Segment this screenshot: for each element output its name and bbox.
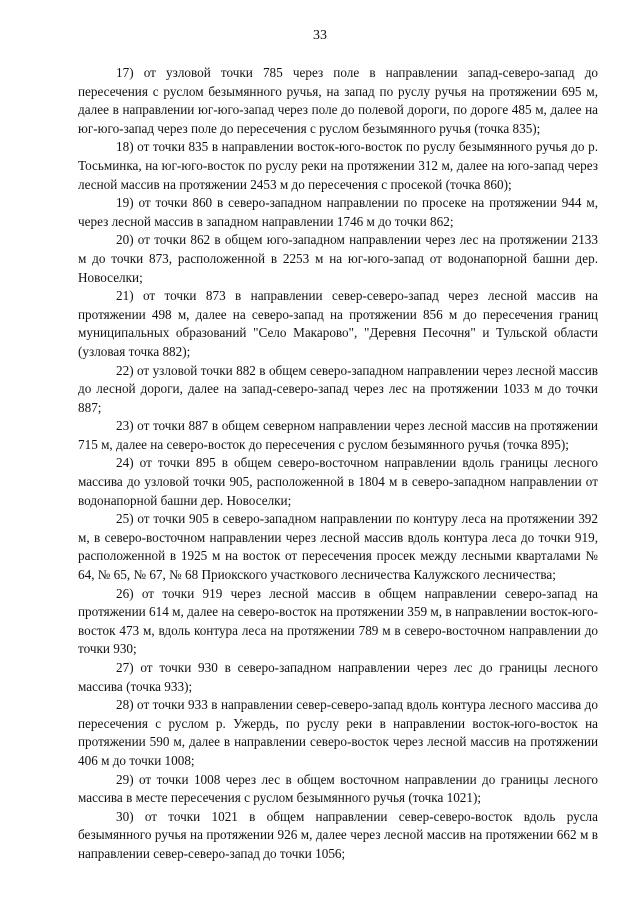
paragraph-26: 26) от точки 919 через лесной массив в общем направлении северо-запад на протяжении 614 м, далее на северо-восток на протяжении 359 м, в направлении восток-юго-восток 473 м, вдоль контура леса на протяжении 789 м в северо-восточном направлении до точки 930; xyxy=(78,585,598,657)
paragraph-22: 22) от узловой точки 882 в общем северо-западном направлении через лесной массив до лесной дороги, далее на запад-северо-запад через лес на протяжении 1033 м до точки 887; xyxy=(78,362,598,415)
paragraph-17: 17) от узловой точки 785 через поле в направлении запад-северо-запад до пересечения с руслом безымянного ручья, на запад по руслу ручья на протяжении 695 м, далее в направлении юг-юго-запад через поле до полевой дороги, по дороге 485 м, далее на юг-юго-запад через поле до пересечения с руслом безымянного ручья (точка 835); xyxy=(78,65,598,136)
paragraph-21: 21) от точки 873 в направлении север-северо-запад через лесной массив на протяжении 498 м, далее на северо-запад на протяжении 856 м до пересечения границ муниципальных образований "Село Макарово", "Деревня Песочня" и Тульской области (узловая точка 882); xyxy=(78,288,598,359)
paragraph-29: 29) от точки 1008 через лес в общем восточном направлении до границы лесного массива в месте пересечения с руслом безымянного ручья (точка 1021); xyxy=(78,771,598,806)
paragraph-20: 20) от точки 862 в общем юго-западном направлении через лес на протяжении 2133 м до точки 873, расположенной в 2253 м на юг-юго-запад от водонапорной башни дер. Новоселки; xyxy=(78,232,598,285)
paragraph-18: 18) от точки 835 в направлении восток-юго-восток по руслу безымянного ручья до р. Тосьминка, на юг-юго-восток по руслу реки на протяжении 312 м, далее на юго-запад через лесной массив на протяжении 2453 м до пересечения с просекой (точка 860); xyxy=(78,139,598,192)
paragraph-19: 19) от точки 860 в северо-западном направлении по просеке на протяжении 944 м, через лесной массив в западном направлении 1746 м до точки 862; xyxy=(78,195,598,229)
page-number: 33 xyxy=(313,28,327,43)
paragraph-23: 23) от точки 887 в общем северном направлении через лесной массив на протяжении 715 м, далее на северо-восток до пересечения с руслом безымянного ручья (точка 895); xyxy=(78,418,598,452)
paragraph-27: 27) от точки 930 в северо-западном направлении через лес до границы лесного массива (точка 933); xyxy=(78,660,598,694)
paragraph-25: 25) от точки 905 в северо-западном направлении по контуру леса на протяжении 392 м, в северо-восточном направлении через лесной массив вдоль контура леса до точки 919, расположенной в 1925 м на восток от пересечения просек между лесными кварталами № 64, № 65, № 67, № 68 Приокского участкового лесничества Калужского лесничества; xyxy=(78,511,598,583)
paragraph-24: 24) от точки 895 в общем северо-восточном направлении вдоль границы лесного массива до узловой точки 905, расположенной в 1804 м в северо-западном направлении от водонапорной башни дер. Новоселки; xyxy=(78,455,598,508)
paragraph-28: 28) от точки 933 в направлении север-северо-запад вдоль контура лесного массива до пересечения с руслом р. Ужердь, по руслу реки в направлении восток-юго-восток на протяжении 590 м, далее в направлении северо-восток через лесной массив на протяжении 406 м до точки 1008; xyxy=(78,697,598,768)
paragraph-30: 30) от точки 1021 в общем направлении север-северо-восток вдоль русла безымянного ручья на протяжении 926 м, далее через лесной массив на протяжении 662 м в направлении север-северо-запад до точки 1056; xyxy=(78,808,598,861)
document-body xyxy=(78,64,598,864)
